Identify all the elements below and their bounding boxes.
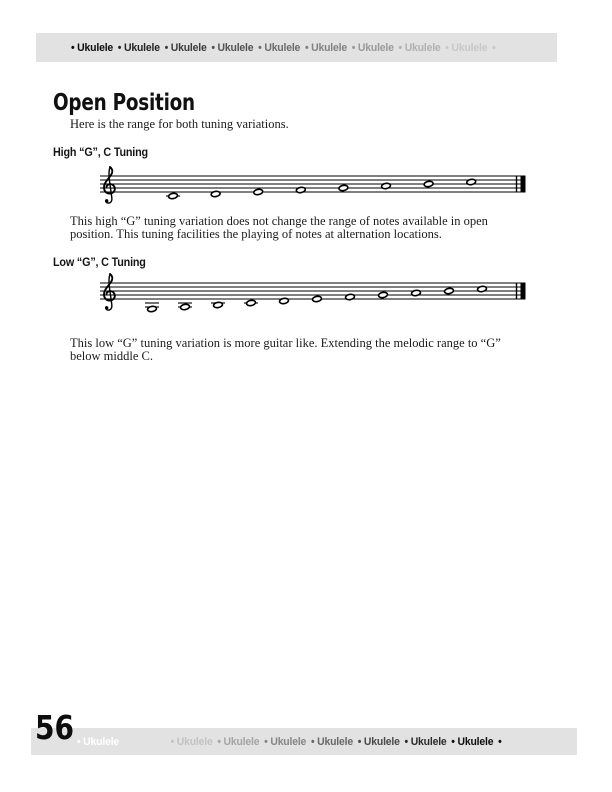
staff-lines (100, 283, 525, 299)
whole-note-D4 (211, 191, 221, 198)
running-head-item: • Ukulele (71, 41, 114, 54)
page-title: Open Position (53, 90, 195, 116)
running-head-item: • Ukulele (170, 735, 213, 748)
running-head-item: • Ukulele (258, 41, 301, 54)
running-head-item: • Ukulele (77, 735, 120, 748)
running-head-item: • Ukulele (398, 41, 441, 54)
whole-note-E4 (253, 189, 263, 196)
whole-note-E4 (312, 296, 322, 303)
paragraph-line: This low “G” tuning variation is more guitar like. Extending the melodic range to “G” (70, 336, 501, 350)
running-head-trailing-bullet: • (498, 735, 502, 748)
running-head-item: • Ukulele (304, 41, 347, 54)
paragraph-low-g (70, 337, 556, 362)
running-head-item: • Ukulele (451, 735, 494, 748)
running-head-item: • Ukulele (351, 41, 394, 54)
treble-clef-icon (104, 274, 115, 310)
paragraph-line: This high “G” tuning variation does not change the range of notes available in open (70, 214, 488, 228)
whole-note-B3 (211, 302, 225, 309)
whole-note-A4 (381, 183, 391, 190)
footer-running-head-bar (31, 728, 577, 755)
whole-note-C5 (466, 179, 476, 186)
whole-note-D4 (279, 298, 289, 305)
section-heading-high-g: High “G”, C Tuning (53, 145, 148, 159)
whole-note-F4 (296, 187, 306, 194)
footer-running-head-items (77, 736, 506, 748)
music-staff-high-g (95, 162, 535, 208)
running-head-item: • Ukulele (445, 41, 488, 54)
whole-note-G4 (378, 292, 388, 299)
page-number: 56 (35, 708, 75, 747)
header-running-head-bar (36, 33, 557, 62)
running-head-item: • Ukulele (404, 735, 447, 748)
music-staff-low-g (95, 269, 535, 315)
paragraph-line: below middle C. (70, 348, 153, 363)
running-head-item: • Ukulele (217, 735, 260, 748)
whole-note-C5 (477, 286, 487, 293)
whole-note-A4 (411, 290, 421, 297)
whole-note-C4 (166, 193, 180, 200)
section-heading-low-g: Low “G”, C Tuning (53, 255, 146, 269)
running-head-item: • Ukulele (357, 735, 400, 748)
header-running-head-items (71, 42, 500, 54)
whole-note-B4 (444, 288, 454, 295)
whole-note-A3 (178, 303, 192, 310)
whole-note-G3 (145, 303, 159, 312)
running-head-item: • Ukulele (117, 41, 160, 54)
treble-clef-icon (104, 167, 115, 203)
intro-text: Here is the range for both tuning variations. (70, 117, 289, 131)
staff-lines (100, 176, 525, 192)
whole-note-G4 (339, 185, 349, 192)
whole-note-F4 (345, 294, 355, 301)
whole-note-C4 (244, 300, 258, 307)
running-head-item: • Ukulele (211, 41, 254, 54)
whole-note-B4 (424, 181, 434, 188)
running-head-item: • Ukulele (164, 41, 207, 54)
running-head-item: • Ukulele (310, 735, 353, 748)
running-head-item: • Ukulele (264, 735, 307, 748)
paragraph-line: position. This tuning facilities the playing of notes at alternation locations. (70, 226, 442, 241)
running-head-item: • Ukulele (123, 735, 166, 748)
paragraph-high-g (70, 215, 556, 240)
running-head-trailing-bullet: • (492, 41, 496, 54)
